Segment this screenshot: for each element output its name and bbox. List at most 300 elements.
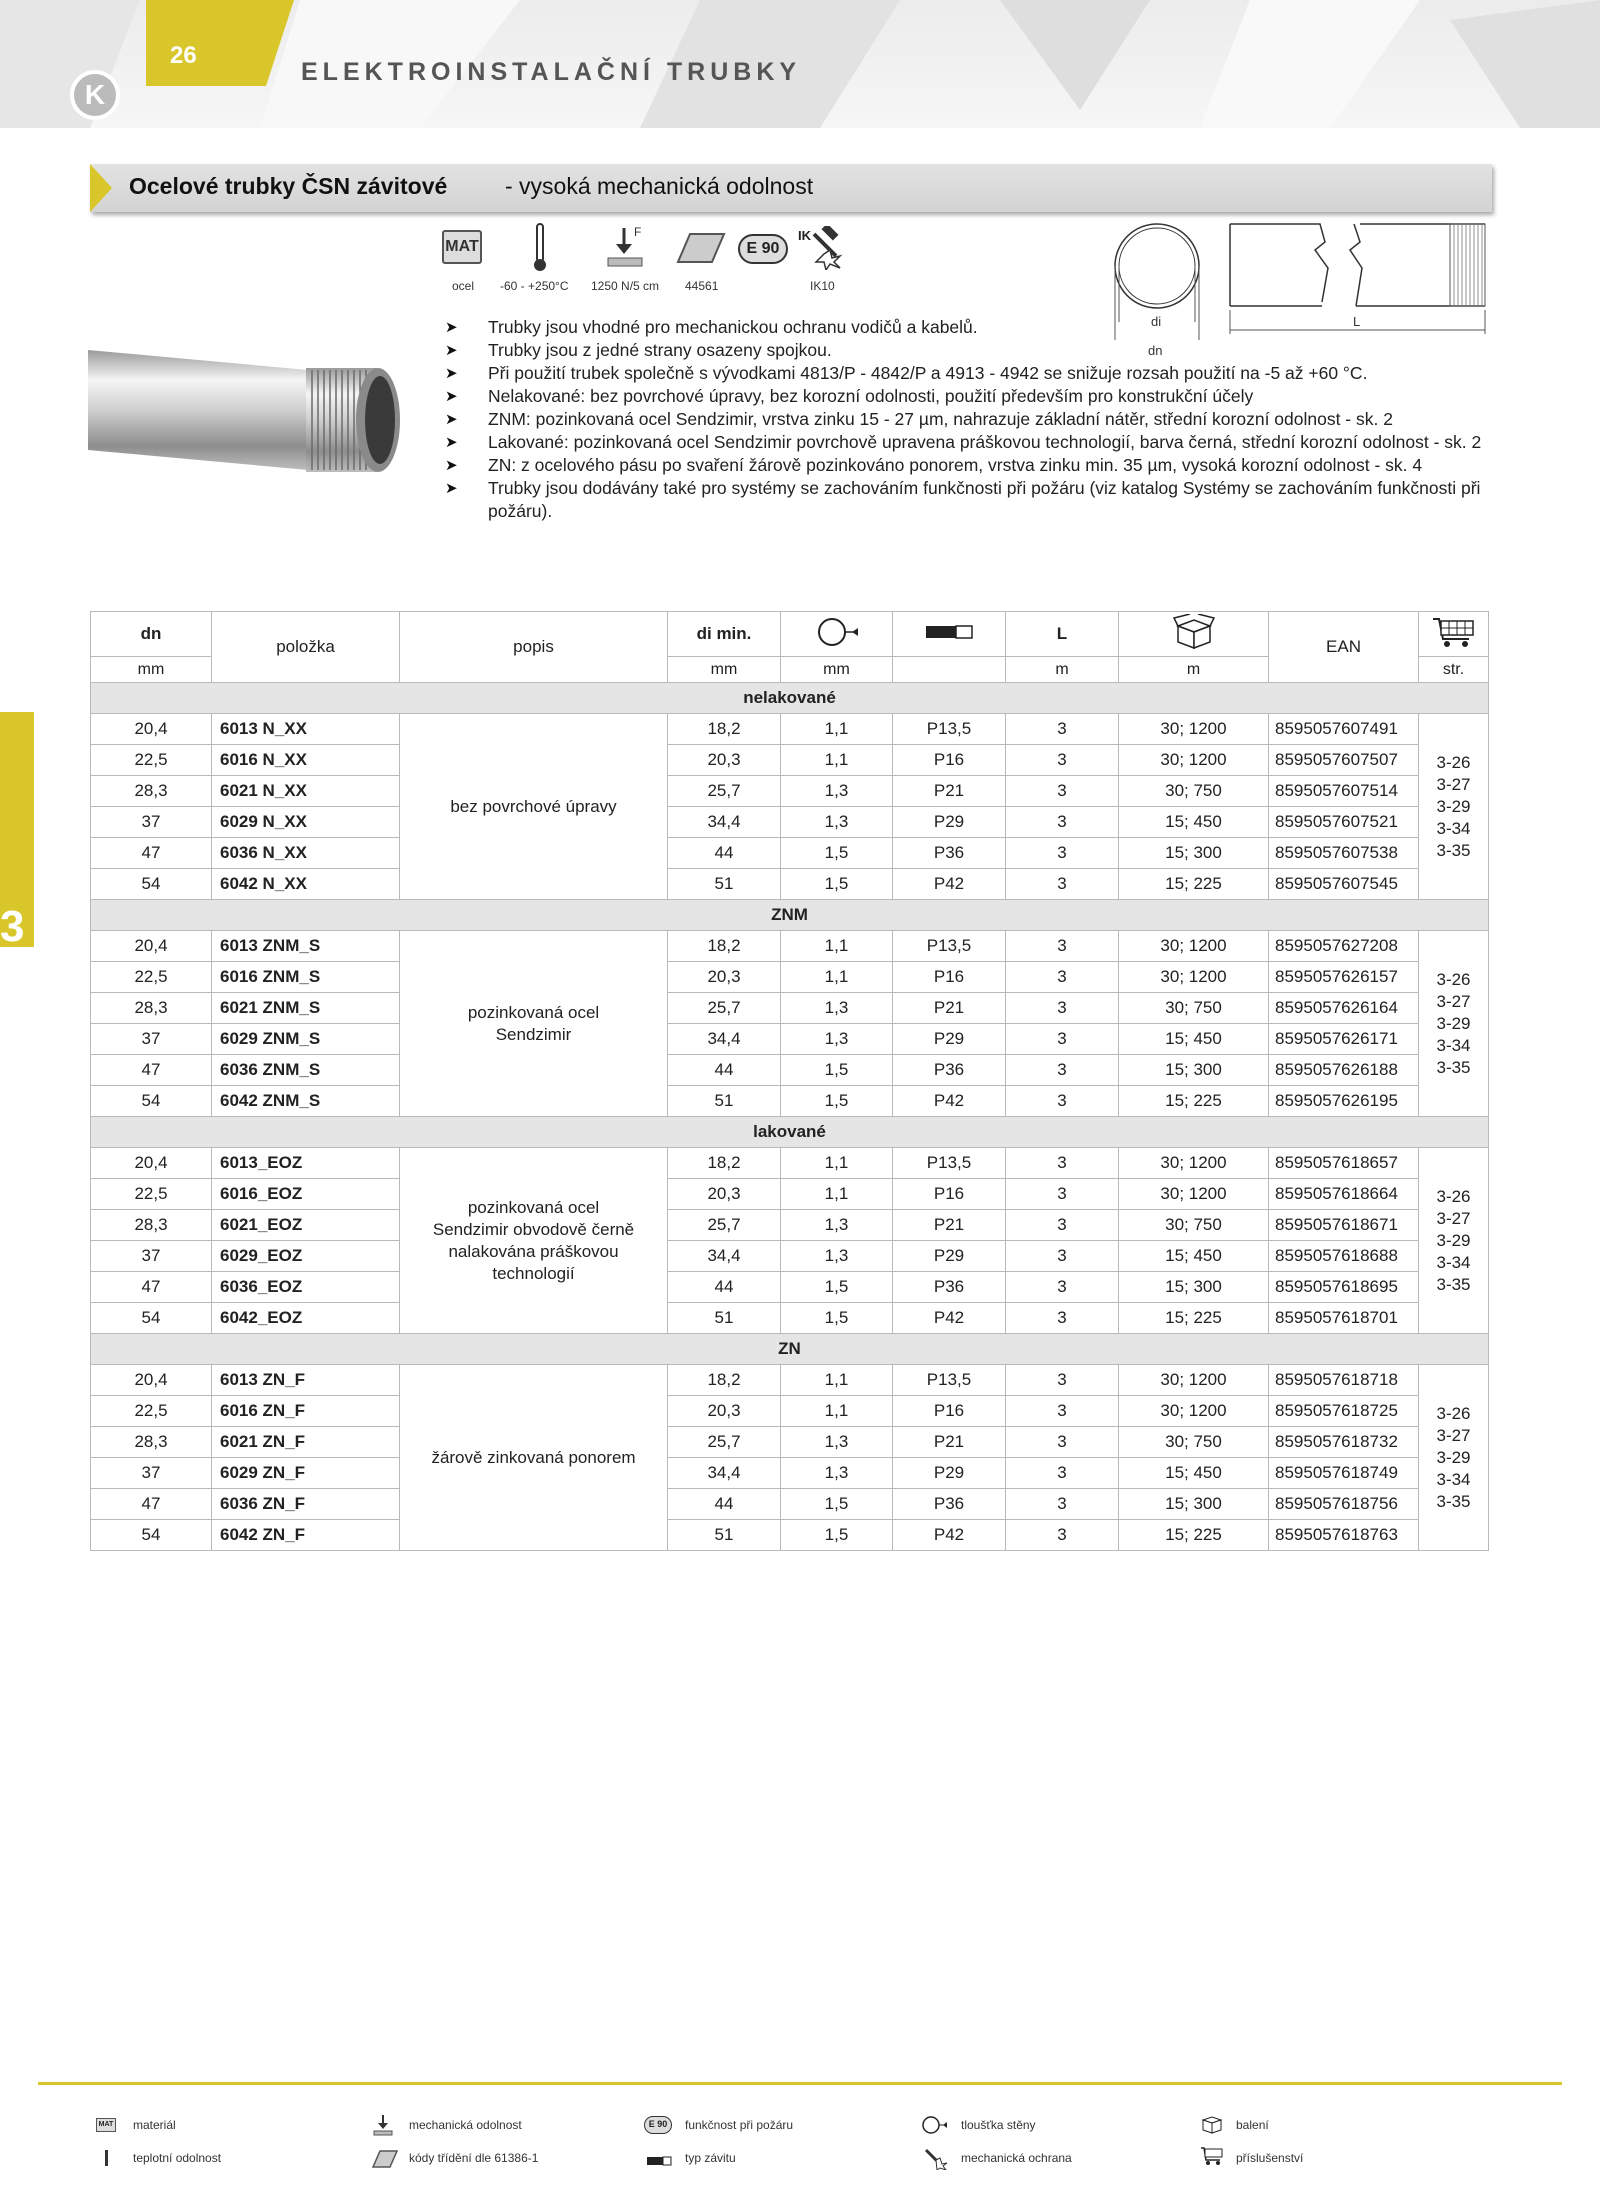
legend-mechanical: mechanická odolnost <box>409 2118 522 2132</box>
temperature-value: -60 - +250°C <box>500 279 569 293</box>
cell-di-min: 34,4 <box>668 1024 781 1055</box>
page-ref: 3-35 <box>1436 840 1471 860</box>
cell-item-code: 6036 N_XX <box>212 838 400 869</box>
cell-wall: 1,3 <box>781 776 893 807</box>
table-row <box>91 1303 1489 1334</box>
pipe-photo <box>88 330 408 480</box>
page-ref: 3-34 <box>1436 1252 1471 1272</box>
table-row <box>91 1148 1489 1179</box>
wall-thickness-icon <box>920 2114 948 2141</box>
cell-dn: 28,3 <box>91 776 212 807</box>
cell-length: 3 <box>1006 1303 1119 1334</box>
cell-length: 3 <box>1006 1024 1119 1055</box>
title-arrow-icon <box>90 164 112 212</box>
cell-thread: P13,5 <box>893 1365 1006 1396</box>
table-row <box>91 1458 1489 1489</box>
cell-item-code: 6013 ZN_F <box>212 1365 400 1396</box>
cell-ean: 8595057618657 <box>1269 1148 1419 1179</box>
cell-wall: 1,5 <box>781 1272 893 1303</box>
cell-description: pozinkovaná ocel Sendzimir <box>400 931 668 1117</box>
unit-length: m <box>1006 657 1119 683</box>
cell-thread: P36 <box>893 1055 1006 1086</box>
page-ref: 3-29 <box>1436 1447 1471 1467</box>
material-icon <box>96 2118 116 2132</box>
feature-item: ➤ Při použití trubek společně s vývodkami 4813/P - 4842/P a 4913 - 4942 se snižuje rozsah použití na -5 až +60 °C. <box>445 362 1495 385</box>
cell-packaging: 15; 225 <box>1119 869 1269 900</box>
page-number: 26 <box>170 42 197 69</box>
cell-wall: 1,5 <box>781 1489 893 1520</box>
cell-wall: 1,1 <box>781 1396 893 1427</box>
table-body <box>91 683 1489 1551</box>
material-icon-label: MAT <box>445 238 479 255</box>
cell-pages <box>1419 1148 1489 1334</box>
packaging-box-icon <box>1172 614 1216 650</box>
cell-thread: P16 <box>893 1179 1006 1210</box>
cell-wall: 1,3 <box>781 807 893 838</box>
cell-ean: 8595057618725 <box>1269 1396 1419 1427</box>
cell-thread: P29 <box>893 1241 1006 1272</box>
cell-wall: 1,5 <box>781 1520 893 1551</box>
page-ref: 3-29 <box>1436 1013 1471 1033</box>
cell-dn: 22,5 <box>91 1179 212 1210</box>
cell-thread: P42 <box>893 1303 1006 1334</box>
cell-di-min: 25,7 <box>668 1210 781 1241</box>
page-ref: 3-35 <box>1436 1274 1471 1294</box>
cell-wall: 1,5 <box>781 1055 893 1086</box>
feature-item: ➤ ZNM: pozinkovaná ocel Sendzimir, vrstva zinku 15 - 27 µm, nahrazuje základní nátěr, střední korozní odolnost - sk. 2 <box>445 408 1495 431</box>
page-ref: 3-34 <box>1436 818 1471 838</box>
cell-length: 3 <box>1006 1055 1119 1086</box>
cell-ean: 8595057618671 <box>1269 1210 1419 1241</box>
cell-packaging: 30; 1200 <box>1119 1396 1269 1427</box>
cell-dn: 20,4 <box>91 931 212 962</box>
cell-thread: P13,5 <box>893 1148 1006 1179</box>
header-ean: EAN <box>1269 612 1419 683</box>
unit-wall: mm <box>781 657 893 683</box>
cell-dn: 47 <box>91 1055 212 1086</box>
group-row <box>91 1117 1489 1148</box>
classification-value: 44561 <box>685 279 719 293</box>
cell-dn: 54 <box>91 1086 212 1117</box>
cell-packaging: 15; 300 <box>1119 1055 1269 1086</box>
unit-di-min: mm <box>668 657 781 683</box>
cell-dn: 22,5 <box>91 1396 212 1427</box>
cell-ean: 8595057607514 <box>1269 776 1419 807</box>
cell-packaging: 15; 225 <box>1119 1303 1269 1334</box>
cell-wall: 1,1 <box>781 745 893 776</box>
feature-item: ➤ Trubky jsou vhodné pro mechanickou ochranu vodičů a kabelů. <box>445 316 1495 339</box>
group-row <box>91 683 1489 714</box>
feature-list <box>445 316 1495 523</box>
cell-length: 3 <box>1006 1489 1119 1520</box>
cell-dn: 20,4 <box>91 1148 212 1179</box>
cell-length: 3 <box>1006 1458 1119 1489</box>
page-ref: 3-35 <box>1436 1057 1471 1077</box>
chapter-tab <box>0 712 34 951</box>
header-length: L <box>1006 612 1119 657</box>
cell-item-code: 6042 N_XX <box>212 869 400 900</box>
page-ref: 3-29 <box>1436 796 1471 816</box>
cell-item-code: 6016_EOZ <box>212 1179 400 1210</box>
packaging-box-icon <box>1200 2114 1224 2139</box>
cell-dn: 20,4 <box>91 714 212 745</box>
cell-di-min: 20,3 <box>668 1179 781 1210</box>
header-dn: dn <box>91 612 212 657</box>
header-wall-thickness <box>781 612 893 657</box>
cell-thread: P13,5 <box>893 931 1006 962</box>
cell-dn: 47 <box>91 1272 212 1303</box>
cell-di-min: 25,7 <box>668 993 781 1024</box>
cell-length: 3 <box>1006 776 1119 807</box>
cell-di-min: 51 <box>668 1086 781 1117</box>
cell-item-code: 6029 N_XX <box>212 807 400 838</box>
page-ref: 3-26 <box>1436 1403 1471 1423</box>
unit-thread <box>893 657 1006 683</box>
cell-length: 3 <box>1006 993 1119 1024</box>
cell-thread: P16 <box>893 745 1006 776</box>
cell-di-min: 20,3 <box>668 745 781 776</box>
cell-wall: 1,3 <box>781 1458 893 1489</box>
cell-pages <box>1419 1365 1489 1551</box>
material-icon-label: MAT <box>98 2121 114 2128</box>
mechanical-resistance-value: 1250 N/5 cm <box>591 279 660 293</box>
feature-item: ➤ ZN: z ocelového pásu po svaření žárově pozinkováno ponorem, vrstva zinku min. 35 µm, vysoká korozní odolnost - sk. 4 <box>445 454 1495 477</box>
cell-length: 3 <box>1006 1396 1119 1427</box>
table-row <box>91 962 1489 993</box>
legend-material: materiál <box>133 2118 176 2132</box>
cell-item-code: 6042 ZN_F <box>212 1520 400 1551</box>
table-row <box>91 1055 1489 1086</box>
cell-packaging: 15; 450 <box>1119 1241 1269 1272</box>
cell-item-code: 6021 ZN_F <box>212 1427 400 1458</box>
cell-di-min: 25,7 <box>668 1427 781 1458</box>
cell-wall: 1,3 <box>781 1241 893 1272</box>
fire-resistance-icon <box>738 234 788 264</box>
cell-item-code: 6016 ZN_F <box>212 1396 400 1427</box>
cell-ean: 8595057626195 <box>1269 1086 1419 1117</box>
table-row <box>91 1365 1489 1396</box>
cell-dn: 20,4 <box>91 1365 212 1396</box>
cell-item-code: 6042 ZNM_S <box>212 1086 400 1117</box>
table-row <box>91 931 1489 962</box>
cell-packaging: 30; 750 <box>1119 1210 1269 1241</box>
legend-packaging: balení <box>1236 2118 1269 2132</box>
cell-di-min: 25,7 <box>668 776 781 807</box>
cell-packaging: 15; 225 <box>1119 1086 1269 1117</box>
cell-thread: P42 <box>893 1520 1006 1551</box>
unit-packaging: m <box>1119 657 1269 683</box>
cell-dn: 37 <box>91 1241 212 1272</box>
cell-packaging: 30; 750 <box>1119 776 1269 807</box>
product-title: Ocelové trubky ČSN závitové <box>129 173 448 199</box>
feature-item: ➤ Trubky jsou dodávány také pro systémy se zachováním funkčnosti při požáru (viz katalog Systémy se zachováním funkčnosti při požáru). <box>445 477 1495 523</box>
table-row <box>91 1179 1489 1210</box>
cell-wall: 1,1 <box>781 1148 893 1179</box>
table-row <box>91 838 1489 869</box>
cell-di-min: 20,3 <box>668 1396 781 1427</box>
cell-thread: P42 <box>893 869 1006 900</box>
page-ref: 3-27 <box>1436 991 1471 1011</box>
page-ref: 3-26 <box>1436 969 1471 989</box>
temperature-icon <box>105 2150 108 2166</box>
section-title: ELEKTROINSTALAČNÍ TRUBKY <box>301 58 802 86</box>
cell-ean: 8595057607538 <box>1269 838 1419 869</box>
cell-thread: P21 <box>893 776 1006 807</box>
cell-item-code: 6029 ZNM_S <box>212 1024 400 1055</box>
cell-length: 3 <box>1006 931 1119 962</box>
cell-ean: 8595057618763 <box>1269 1520 1419 1551</box>
group-title: ZN <box>91 1334 1489 1365</box>
cell-di-min: 51 <box>668 1520 781 1551</box>
cell-wall: 1,5 <box>781 1086 893 1117</box>
fire-resistance-label: E 90 <box>746 240 780 257</box>
table-row <box>91 776 1489 807</box>
table-row <box>91 1427 1489 1458</box>
cell-wall: 1,3 <box>781 993 893 1024</box>
page-number-tab <box>146 0 266 86</box>
cell-ean: 8595057627208 <box>1269 931 1419 962</box>
cell-length: 3 <box>1006 745 1119 776</box>
cell-length: 3 <box>1006 1210 1119 1241</box>
group-row <box>91 1334 1489 1365</box>
cell-item-code: 6013 N_XX <box>212 714 400 745</box>
feature-item: ➤ Trubky jsou z jedné strany osazeny spojkou. <box>445 339 1495 362</box>
cell-thread: P36 <box>893 838 1006 869</box>
cell-pages <box>1419 931 1489 1117</box>
legend-fire: funkčnost při požáru <box>685 2118 794 2132</box>
cell-wall: 1,1 <box>781 714 893 745</box>
cell-ean: 8595057618718 <box>1269 1365 1419 1396</box>
cell-item-code: 6016 ZNM_S <box>212 962 400 993</box>
page-ref: 3-27 <box>1436 774 1471 794</box>
cell-dn: 37 <box>91 1458 212 1489</box>
cell-wall: 1,1 <box>781 962 893 993</box>
cell-wall: 1,5 <box>781 1303 893 1334</box>
cell-wall: 1,3 <box>781 1427 893 1458</box>
classification-icon <box>676 232 726 271</box>
cell-thread: P36 <box>893 1272 1006 1303</box>
legend-accessories: příslušenství <box>1236 2151 1304 2165</box>
page-ref: 3-34 <box>1436 1035 1471 1055</box>
cell-item-code: 6036 ZNM_S <box>212 1055 400 1086</box>
cell-thread: P21 <box>893 1427 1006 1458</box>
unit-dn: mm <box>91 657 212 683</box>
footer-divider <box>38 2082 1562 2085</box>
ik-letters: IK <box>798 228 811 243</box>
cell-di-min: 51 <box>668 1303 781 1334</box>
cell-length: 3 <box>1006 1148 1119 1179</box>
thread-type-icon <box>924 622 974 642</box>
table-row <box>91 869 1489 900</box>
table-row <box>91 1086 1489 1117</box>
cell-dn: 47 <box>91 838 212 869</box>
cell-item-code: 6021 N_XX <box>212 776 400 807</box>
cell-ean: 8595057607521 <box>1269 807 1419 838</box>
cell-item-code: 6021_EOZ <box>212 1210 400 1241</box>
fire-resistance-icon <box>644 2116 672 2134</box>
cell-item-code: 6029_EOZ <box>212 1241 400 1272</box>
force-letter: F <box>634 225 642 239</box>
table-row <box>91 807 1489 838</box>
mechanical-resistance-icon <box>372 2114 394 2141</box>
cell-item-code: 6013 ZNM_S <box>212 931 400 962</box>
cell-wall: 1,5 <box>781 838 893 869</box>
impact-protection-value: IK10 <box>810 279 835 293</box>
table-row <box>91 1272 1489 1303</box>
cell-length: 3 <box>1006 807 1119 838</box>
unit-str: str. <box>1419 657 1489 683</box>
page-ref: 3-26 <box>1436 1186 1471 1206</box>
cell-ean: 8595057618695 <box>1269 1272 1419 1303</box>
cell-item-code: 6036_EOZ <box>212 1272 400 1303</box>
table-row <box>91 745 1489 776</box>
page-ref: 3-34 <box>1436 1469 1471 1489</box>
group-title: ZNM <box>91 900 1489 931</box>
fire-resistance-label: E 90 <box>648 2119 668 2129</box>
temperature-icon <box>533 222 547 277</box>
cell-description: bez povrchové úpravy <box>400 714 668 900</box>
classification-icon <box>372 2150 398 2173</box>
cell-length: 3 <box>1006 869 1119 900</box>
cell-ean: 8595057626157 <box>1269 962 1419 993</box>
legend-classification: kódy třídění dle 61386-1 <box>409 2151 539 2165</box>
cell-thread: P36 <box>893 1489 1006 1520</box>
page-ref: 3-26 <box>1436 752 1471 772</box>
cell-length: 3 <box>1006 1086 1119 1117</box>
page-ref: 3-29 <box>1436 1230 1471 1250</box>
group-title: nelakované <box>91 683 1489 714</box>
impact-protection-icon <box>796 226 846 275</box>
cell-di-min: 44 <box>668 1489 781 1520</box>
cell-packaging: 30; 750 <box>1119 993 1269 1024</box>
cell-ean: 8595057626188 <box>1269 1055 1419 1086</box>
table-row <box>91 1396 1489 1427</box>
cell-ean: 8595057607507 <box>1269 745 1419 776</box>
cell-di-min: 34,4 <box>668 1458 781 1489</box>
feature-item: ➤ Nelakované: bez povrchové úpravy, bez korozní odolnosti, použití především pro konstrukční účely <box>445 385 1495 408</box>
cell-pages <box>1419 714 1489 900</box>
cell-di-min: 44 <box>668 1055 781 1086</box>
table-row <box>91 1241 1489 1272</box>
mechanical-resistance-icon <box>604 224 648 275</box>
cell-item-code: 6016 N_XX <box>212 745 400 776</box>
length-label: L <box>1353 314 1361 329</box>
thread-type-icon <box>646 2153 672 2171</box>
cell-di-min: 18,2 <box>668 931 781 962</box>
cell-di-min: 51 <box>668 869 781 900</box>
table-row <box>91 1024 1489 1055</box>
cell-thread: P16 <box>893 962 1006 993</box>
material-value: ocel <box>452 279 475 293</box>
cell-length: 3 <box>1006 962 1119 993</box>
chapter-number: 3 <box>0 902 25 951</box>
material-icon <box>442 230 482 264</box>
table-row <box>91 1520 1489 1551</box>
cell-packaging: 15; 450 <box>1119 807 1269 838</box>
cell-wall: 1,1 <box>781 931 893 962</box>
table-row <box>91 1489 1489 1520</box>
page-ref: 3-27 <box>1436 1425 1471 1445</box>
cell-item-code: 6029 ZN_F <box>212 1458 400 1489</box>
cell-ean: 8595057626164 <box>1269 993 1419 1024</box>
cell-dn: 28,3 <box>91 993 212 1024</box>
cell-packaging: 30; 1200 <box>1119 745 1269 776</box>
cell-wall: 1,3 <box>781 1024 893 1055</box>
cell-item-code: 6036 ZN_F <box>212 1489 400 1520</box>
cell-length: 3 <box>1006 1241 1119 1272</box>
cell-ean: 8595057618756 <box>1269 1489 1419 1520</box>
cell-item-code: 6021 ZNM_S <box>212 993 400 1024</box>
product-subtitle: - vysoká mechanická odolnost <box>505 173 814 199</box>
legend-wall: tloušťka stěny <box>961 2118 1036 2132</box>
cell-dn: 22,5 <box>91 962 212 993</box>
cell-packaging: 30; 1200 <box>1119 1365 1269 1396</box>
cell-ean: 8595057618732 <box>1269 1427 1419 1458</box>
feature-item: ➤ Lakované: pozinkovaná ocel Sendzimir povrchově upravena práškovou technologií, barva černá, střední korozní odolnost - sk. 2 <box>445 431 1495 454</box>
cell-ean: 8595057618664 <box>1269 1179 1419 1210</box>
cell-length: 3 <box>1006 714 1119 745</box>
cell-packaging: 30; 1200 <box>1119 931 1269 962</box>
cell-packaging: 15; 300 <box>1119 1272 1269 1303</box>
cell-length: 3 <box>1006 1520 1119 1551</box>
cell-thread: P21 <box>893 993 1006 1024</box>
group-row <box>91 900 1489 931</box>
cell-packaging: 30; 1200 <box>1119 1148 1269 1179</box>
cell-thread: P29 <box>893 1458 1006 1489</box>
cell-dn: 54 <box>91 1520 212 1551</box>
legend-temperature: teplotní odolnost <box>133 2151 222 2165</box>
cell-packaging: 30; 1200 <box>1119 962 1269 993</box>
cell-packaging: 30; 1200 <box>1119 1179 1269 1210</box>
cell-packaging: 15; 300 <box>1119 1489 1269 1520</box>
cell-length: 3 <box>1006 1427 1119 1458</box>
group-title: lakované <box>91 1117 1489 1148</box>
di-label: di <box>1151 314 1162 329</box>
cell-di-min: 20,3 <box>668 962 781 993</box>
cell-thread: P13,5 <box>893 714 1006 745</box>
cell-thread: P29 <box>893 807 1006 838</box>
cell-item-code: 6013_EOZ <box>212 1148 400 1179</box>
legend-protection: mechanická ochrana <box>961 2151 1072 2165</box>
cell-di-min: 44 <box>668 838 781 869</box>
product-table <box>90 611 1489 1551</box>
cart-icon <box>1200 2146 1224 2171</box>
cell-ean: 8595057618688 <box>1269 1241 1419 1272</box>
legend-thread: typ závitu <box>685 2151 736 2165</box>
cell-length: 3 <box>1006 1365 1119 1396</box>
header-popis: popis <box>400 612 668 683</box>
cell-dn: 37 <box>91 1024 212 1055</box>
cell-ean: 8595057626171 <box>1269 1024 1419 1055</box>
cell-dn: 28,3 <box>91 1427 212 1458</box>
table-row <box>91 714 1489 745</box>
cell-packaging: 30; 1200 <box>1119 714 1269 745</box>
cell-wall: 1,1 <box>781 1179 893 1210</box>
cell-packaging: 15; 450 <box>1119 1024 1269 1055</box>
cell-di-min: 18,2 <box>668 1365 781 1396</box>
impact-protection-icon <box>920 2146 948 2175</box>
cell-di-min: 18,2 <box>668 714 781 745</box>
cell-ean: 8595057618749 <box>1269 1458 1419 1489</box>
cell-dn: 47 <box>91 1489 212 1520</box>
cell-thread: P29 <box>893 1024 1006 1055</box>
header-thread-type <box>893 612 1006 657</box>
cell-packaging: 30; 750 <box>1119 1427 1269 1458</box>
wall-thickness-icon <box>814 614 860 650</box>
header-accessories <box>1419 612 1489 657</box>
cell-wall: 1,5 <box>781 869 893 900</box>
cell-dn: 22,5 <box>91 745 212 776</box>
